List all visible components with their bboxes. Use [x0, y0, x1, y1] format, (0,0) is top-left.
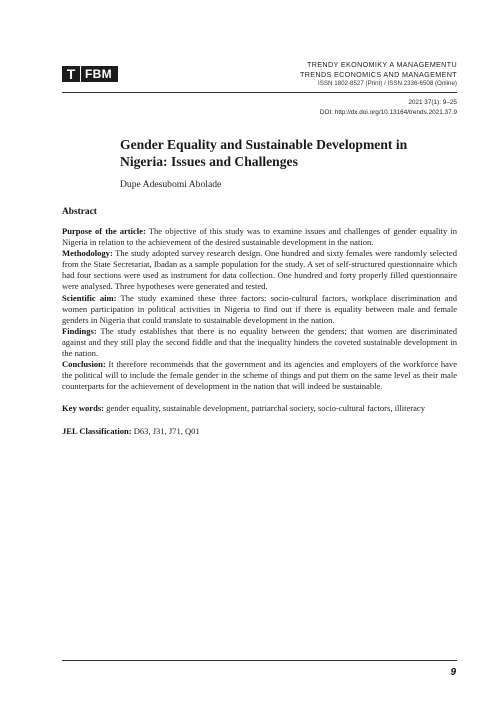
section-text: The study establishes that there is no equality between the genders; that women are discriminated against and they still play the second fiddle and that the inequality hinders the coveted sustainable development in the nation.	[62, 325, 457, 359]
citation-volume: 2021 37(1): 9–25	[408, 99, 457, 106]
section-label: Purpose of the article:	[62, 226, 146, 236]
section-text: The study adopted survey research design. One hundred and sixty females were randomly selected from the State Secretariat, Ibadan as a sample population for the study. A set of self-structured questionnaire which had four sections were used as instrument for data collection. One hundred and forty properly filled questionnaire were analysed. Three hypotheses were generated and tested.	[62, 248, 457, 292]
section-text: The study examined these three factors: socio-cultural factors, workplace discrimination and women participation in political activities in Nigeria to find out if there is equality between male and female genders in Nigeria that could translate to sustainable development in the nation.	[62, 292, 457, 325]
logo-mark: T	[62, 66, 80, 82]
keywords	[62, 403, 457, 414]
journal-name-czech: TRENDY EKONOMIKY A MANAGEMENTU	[306, 60, 457, 69]
abstract-methodology	[62, 248, 457, 292]
abstract-findings	[62, 326, 457, 359]
spacer	[62, 392, 457, 403]
spacer	[62, 415, 457, 426]
abstract-body	[62, 226, 457, 437]
journal-issn: ISSN 1802-8527 (Print) / ISSN 2336-6508 (Online)	[318, 80, 457, 87]
abstract-heading: Abstract	[62, 207, 97, 217]
section-label: Findings:	[62, 325, 97, 336]
logo-wordmark: FBM	[81, 66, 118, 82]
abstract-scientific-aim	[62, 293, 457, 326]
journal-logo	[62, 66, 118, 82]
citation-block	[320, 98, 457, 117]
page-number: 9	[450, 667, 456, 678]
jel-codes: D63, J31, J71, Q01	[131, 425, 200, 436]
article-title: Gender Equality and Sustainable Development in Nigeria: Issues and Challenges	[120, 137, 408, 169]
section-label: Scientific aim:	[62, 292, 117, 303]
citation-doi[interactable]: DOI: http://dx.doi.org/10.13164/trends.2021.37.9	[319, 108, 457, 116]
section-text: It therefore recommends that the government and its agencies and employers of the workforce have the political will to include the female gender in the scheme of things and put them on the same level as their male counterparts for the achievement of development in the nation that will indeed be sustainable.	[62, 359, 457, 392]
article-author: Dupe Adesubomi Abolade	[120, 179, 222, 190]
journal-name-english: TRENDS ECONOMICS AND MANAGEMENT	[299, 69, 457, 79]
section-label: Methodology:	[62, 248, 113, 259]
header-divider	[62, 92, 457, 93]
abstract-purpose	[62, 226, 457, 248]
abstract-conclusion	[62, 359, 457, 392]
keywords-label: Key words:	[62, 403, 105, 414]
jel-label: JEL Classification:	[62, 425, 132, 436]
jel-classification	[62, 426, 457, 437]
section-label: Conclusion:	[62, 359, 106, 370]
footer-divider	[62, 660, 457, 661]
journal-header	[300, 60, 457, 88]
keywords-text: gender equality, sustainable development, patriarchal society, socio-cultural factors, illiteracy	[104, 403, 425, 414]
section-text: The objective of this study was to examine issues and challenges of gender equality in Nigeria in relation to the achievement of the desired sustainable development in the nation.	[62, 226, 457, 248]
